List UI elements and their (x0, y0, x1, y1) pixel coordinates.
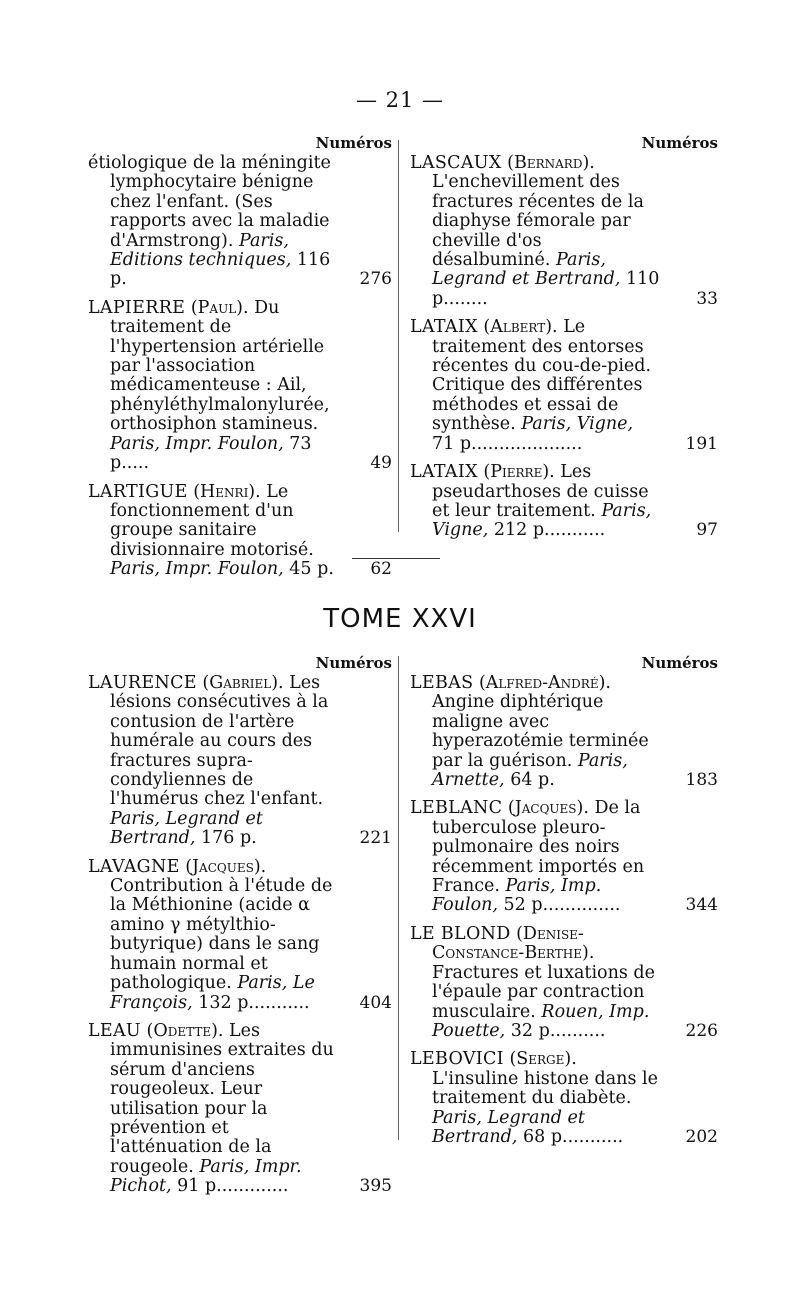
entry-title: Angine diphtérique maligne avec hyperazotémie terminée par la guérison. (432, 692, 649, 771)
entry-number: 97 (696, 520, 718, 541)
author-first-name: (Henri). (187, 481, 261, 502)
entry-publisher: Paris, Vigne, (521, 414, 634, 435)
entry-publisher: Paris, Arnette, (432, 750, 628, 791)
entry-pages: 132 p........... (192, 992, 310, 1013)
author-name: LATAIX (410, 317, 478, 338)
entry-pages: 176 p. (195, 828, 257, 849)
author-first-name: (Denise-Constance-Berthe). (432, 923, 595, 964)
author-first-name: (Odette). (140, 1020, 224, 1041)
entry-title: Le traitement des entorses récentes du cou-de-pied. Critique des différentes méthodes et essai de synthèse. (432, 317, 652, 435)
author-name: LEBOVICI (410, 1049, 504, 1070)
entry-publisher: Paris, Impr. Foulon, (110, 559, 284, 580)
bibliography-entry (88, 1022, 392, 1197)
column-rule (398, 656, 399, 1140)
entry-publisher: Paris, Impr. Foulon, (110, 433, 284, 454)
bibliography-entry (410, 1050, 718, 1147)
entry-number: 202 (685, 1126, 718, 1147)
entry-publisher: Paris, Legrand et Bertrand, (110, 808, 263, 849)
author-name: LAPIERRE (88, 297, 186, 318)
entry-publisher: Paris, Vigne, (432, 500, 652, 541)
entry-pages: 32 p.......... (505, 1020, 606, 1041)
entry-number: 344 (685, 895, 718, 916)
author-name: LASCAUX (410, 153, 502, 173)
right-column (410, 652, 718, 1156)
tome-title: TOME XXVI (323, 604, 477, 634)
author-name: LARTIGUE (88, 481, 188, 502)
bibliography-entry (410, 463, 718, 541)
author-first-name: (Paul). (185, 297, 249, 318)
bibliography-entry (88, 674, 392, 849)
numeros-header: Numéros (641, 134, 718, 152)
bibliography-entry (88, 483, 392, 580)
column-rule (398, 140, 399, 532)
entry-publisher: Paris, Imp. Foulon, (432, 876, 602, 916)
entry-title: Le fonctionnement d'un groupe sanitaire divisionnaire motorisé. (110, 481, 314, 560)
entry-pages: 116 p. (110, 250, 331, 290)
author-first-name: (Jacques). (179, 856, 267, 877)
author-name: LE BLOND (410, 923, 511, 944)
author-name: LEAU (88, 1020, 141, 1041)
entry-number: 226 (685, 1020, 718, 1041)
entry-title: L'enchevillement des fractures récentes de la diaphyse fémorale par cheville d'os désalbuminé. (432, 172, 644, 271)
entry-number: 276 (359, 269, 392, 290)
entry-publisher: Paris, Le François, (110, 973, 315, 1013)
numeros-header: Numéros (315, 134, 392, 152)
author-first-name: (Bernard). (501, 153, 595, 173)
page-number: — 21 — (355, 88, 445, 112)
entry-pages: 71 p.................... (432, 433, 583, 454)
entry-number: 49 (370, 453, 392, 474)
entry-pages: 45 p. (283, 559, 334, 580)
bibliography-entry (410, 674, 718, 790)
entry-title: Les pseudarthoses de cuisse et leur traitement. (432, 462, 649, 521)
bibliography-entry (410, 925, 718, 1041)
entry-publisher: Paris, Impr. Pichot, (110, 1156, 302, 1197)
entry-title: Les lésions consécutives à la contusion de l'artère humérale au cours des fractures supra-condyliennes de l'humérus chez l'enfant. (110, 673, 329, 810)
entry-number: 395 (359, 1176, 392, 1197)
entry-pages: 212 p........... (488, 520, 606, 541)
author-name: LEBLANC (410, 798, 503, 819)
entry-pages: 68 p........... (517, 1126, 624, 1147)
bibliography-entry (410, 318, 718, 454)
author-first-name: (Albert). (477, 317, 558, 338)
left-column (88, 132, 392, 589)
section-divider (352, 558, 440, 559)
author-first-name: (Alfred-André). (473, 673, 611, 693)
entry-pages: 52 p.............. (497, 895, 621, 916)
entry-number: 62 (370, 559, 392, 580)
right-column (410, 132, 718, 550)
numeros-header: Numéros (315, 654, 392, 672)
entry-publisher: Paris, Legrand et Bertrand, (432, 1107, 585, 1147)
author-first-name: (Serge). (503, 1049, 577, 1070)
entry-number: 183 (685, 770, 718, 791)
entry-title: Contribution à l'étude de la Méthionine (acide α amino γ métylthio-butyrique) dans le sang humain normal et pathologique. (110, 876, 333, 994)
entry-number: 33 (696, 288, 718, 309)
entry-title: L'insuline histone dans le traitement du diabète. (432, 1068, 658, 1109)
entry-pages: 110 p........ (432, 269, 660, 309)
entry-pages: 64 p. (504, 770, 555, 791)
entry-title: étiologique de la méningite lymphocytaire bénigne chez l'enfant. (Ses rapports avec la maladie d'Armstrong). (88, 153, 331, 251)
numeros-header: Numéros (641, 654, 718, 672)
entry-number: 191 (685, 433, 718, 454)
entry-title: De la tuberculose pleuro-pulmonaire des noirs récemment importés en France. (432, 798, 645, 897)
entry-title: Les immunisines extraites du sérum d'anciens rougeoleux. Leur utilisation pour la prévention et l'atténuation de la rougeole. (110, 1020, 334, 1177)
bibliography-entry (410, 154, 718, 309)
entry-pages: 73 p..... (110, 433, 312, 474)
author-first-name: (Gabriel). (196, 673, 284, 693)
author-first-name: (Pierre). (477, 462, 555, 483)
author-name: LATAIX (410, 462, 478, 483)
author-name: LEBAS (410, 673, 474, 693)
bibliography-entry (88, 858, 392, 1013)
entry-publisher: Paris, Legrand et Bertrand, (432, 250, 621, 290)
left-column (88, 652, 392, 1206)
entry-title: Fractures et luxations de l'épaule par contraction musculaire. (432, 962, 655, 1022)
author-name: LAURENCE (88, 673, 197, 693)
bibliography-entry (88, 154, 392, 290)
entry-title: Du traitement de l'hypertension artérielle par l'association médicamenteuse : Ail, phényléthylmalonylurée, orthosiphon stamineus. (110, 297, 330, 435)
bibliography-entry (88, 299, 392, 474)
entry-number: 221 (359, 828, 392, 849)
entry-pages: 91 p............. (171, 1176, 289, 1197)
entry-number: 404 (359, 992, 392, 1013)
bibliography-entry (410, 799, 718, 915)
author-first-name: (Jacques). (502, 798, 589, 819)
author-name: LAVAGNE (88, 856, 180, 877)
entry-publisher: Rouen, Imp. Pouette, (432, 1001, 650, 1041)
entry-publisher: Paris, Editions techniques, (110, 230, 292, 271)
